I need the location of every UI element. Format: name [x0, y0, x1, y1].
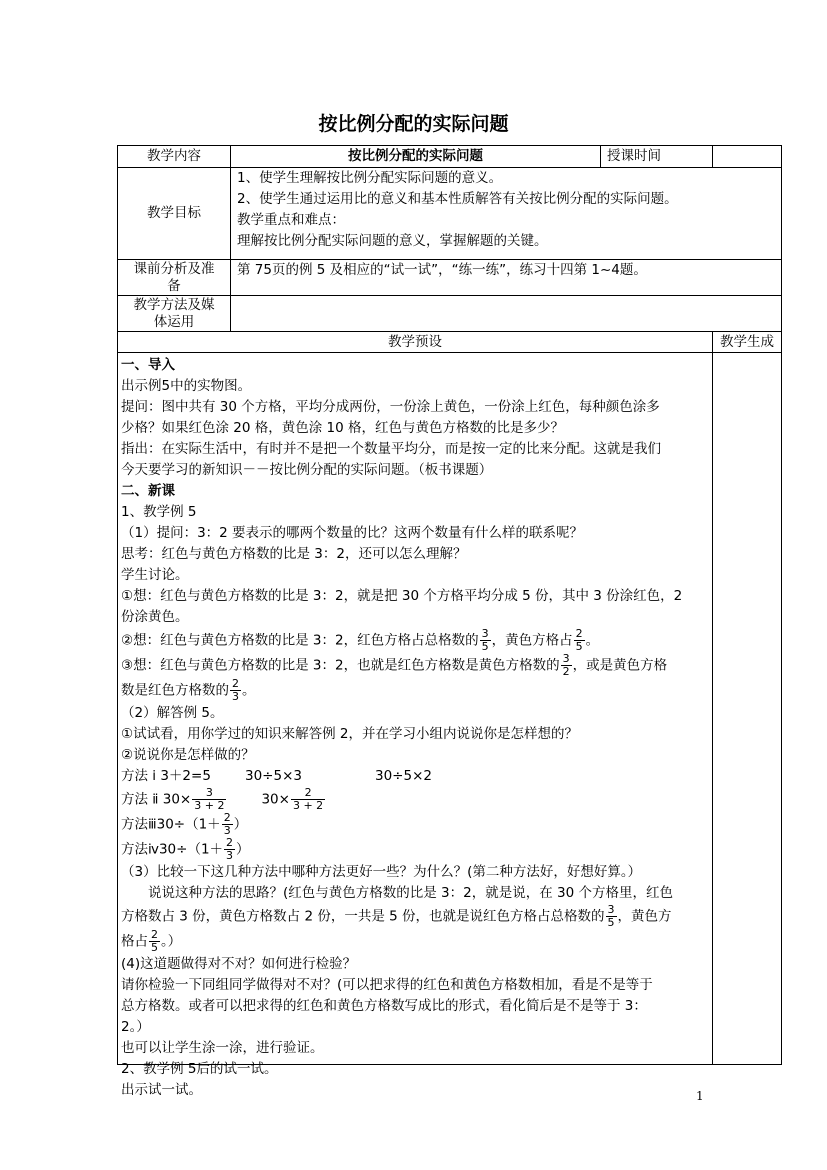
lesson-table	[117, 145, 782, 1098]
method-content	[231, 296, 782, 332]
body-line: ①试试看，用你学过的知识来解答例 2，并在学习小组内说说你是怎样想的？	[121, 726, 578, 742]
body-line: 份涂黄色。	[121, 609, 189, 625]
text-run: ）	[236, 841, 250, 858]
body-line	[121, 929, 709, 954]
body-line: 学生讨论。	[121, 567, 189, 583]
body-line: （3）比较一下这几种方法中哪种方法更好一些？为什么？(第二种方法好，好想好算。）	[121, 864, 642, 880]
generation-body	[713, 353, 782, 1065]
body-line: 也可以让学生涂一涂，进行验证。	[121, 1040, 324, 1056]
body-line: （1）提问：3：2 要表示的哪两个数量的比？这两个数量有什么样的联系呢？	[121, 525, 584, 541]
fraction	[222, 812, 233, 837]
section-heading: 一、导入	[121, 357, 175, 373]
goals-content	[231, 168, 782, 260]
denominator: 3 + 2	[194, 799, 225, 812]
text-run: 方法 ⅱ 30×	[121, 791, 192, 808]
fraction	[192, 787, 226, 812]
body-line: 指出：在实际生活中，有时并不是把一个数量平均分，而是按一定的比来分配。这就是我们	[121, 441, 661, 457]
body-line: 总方格数。或者可以把求得的红色和黄色方格数写成比的形式，看化简后是不是等于 3：	[121, 998, 647, 1014]
fraction	[224, 837, 235, 862]
numerator: 2	[575, 627, 583, 640]
text-run: ）	[233, 816, 248, 833]
denominator: 3	[226, 849, 234, 862]
text-run: ，黄色方	[617, 908, 672, 925]
goal-line: 教学重点和难点：	[237, 212, 345, 228]
goals-label: 教学目标	[118, 168, 231, 260]
body-line: 思考：红色与黄色方格数的比是 3：2，还可以怎么理解？	[121, 546, 467, 562]
body-line: 请你检验一下同组同学做得对不对？(可以把求得的红色和黄色方格数相加，看是不是等于	[121, 977, 653, 993]
method-line	[121, 837, 709, 862]
text-run: 方法 ⅰ 3＋2=5	[121, 768, 211, 784]
text-run: 。	[242, 682, 256, 699]
method-label: 教学方法及媒体运用	[118, 296, 231, 332]
numerator: 2	[226, 836, 234, 849]
fraction	[291, 787, 325, 812]
denominator: 5	[575, 640, 583, 653]
body-line: 2。）	[121, 1019, 150, 1035]
body-line: 提问：图中共有 30 个方格，平均分成两份，一份涂上黄色，一份涂上红色，每种颜色涂多	[121, 399, 660, 415]
text-run: 30÷5×3	[245, 768, 302, 784]
text-run: ③想：红色与黄色方格数的比是 3：2，也就是红色方格数是黄色方格数的	[121, 657, 560, 674]
prep-label: 课前分析及准备	[118, 260, 231, 296]
text-run: 方法ⅳ30÷（1＋	[121, 841, 224, 858]
fraction	[149, 929, 160, 954]
numerator: 2	[232, 677, 239, 690]
prep-content: 第 75页的例 5 及相应的“试一试”，“练一练”，练习十四第 1~4题。	[231, 260, 782, 296]
fraction	[606, 904, 617, 929]
body-line	[121, 628, 709, 653]
body-line: 说说这种方法的思路？(红色与黄色方格数的比是 3：2，就是说，在 30 个方格里，红色	[121, 885, 673, 901]
body-line: 少格？如果红色涂 20 格，黄色涂 10 格，红色与黄色方格数的比是多少？	[121, 420, 565, 436]
fraction	[480, 628, 491, 653]
text-run: ，或是黄色方格	[572, 657, 668, 674]
method-line	[121, 812, 709, 837]
body-line: 2、教学例 5后的试一试。	[121, 1061, 278, 1077]
plan-header: 教学预设	[118, 332, 713, 353]
denominator: 5	[607, 916, 615, 929]
goal-line: 理解按比例分配实际问题的意义，掌握解题的关键。	[237, 233, 548, 249]
content-label: 教学内容	[118, 146, 231, 168]
plan-body	[118, 353, 713, 1098]
numerator: 3	[481, 627, 489, 640]
numerator: 3	[562, 652, 570, 665]
method-line	[121, 787, 709, 812]
body-line: ②说说你是怎样做的？	[121, 747, 255, 763]
body-line: ①想：红色与黄色方格数的比是 3：2，就是把 30 个方格平均分成 5 份，其中 3 份涂红色，2	[121, 588, 683, 604]
numerator: 3	[607, 903, 615, 916]
body-line: （2）解答例 5。	[121, 705, 224, 721]
text-run: 格占	[121, 933, 148, 950]
denominator: 3	[223, 824, 231, 837]
numerator: 2	[291, 787, 325, 800]
fraction	[230, 678, 241, 703]
text-run: ，黄色方格占	[491, 632, 573, 649]
document-title: 按比例分配的实际问题	[318, 113, 509, 135]
denominator: 2	[562, 665, 570, 678]
page-number: 1	[696, 1089, 704, 1103]
body-line: (4)这道题做得对不对？如何进行检验？	[121, 956, 357, 972]
content-value: 按比例分配的实际问题	[231, 146, 601, 168]
body-line: 1、教学例 5	[121, 504, 197, 520]
method-line	[121, 766, 709, 787]
body-line: 出示例5中的实物图。	[121, 378, 252, 394]
text-run: 数是红色方格数的	[121, 682, 229, 699]
time-value	[713, 146, 782, 168]
denominator: 5	[151, 941, 158, 954]
body-line: 出示试一试。	[121, 1082, 202, 1098]
text-run: 30÷5×2	[375, 768, 432, 784]
denominator: 3 + 2	[292, 799, 324, 812]
text-run: 30×	[261, 791, 290, 808]
numerator: 3	[192, 787, 226, 800]
time-label: 授课时间	[601, 146, 713, 168]
goal-line: 2、使学生通过运用比的意义和基本性质解答有关按比例分配的实际问题。	[237, 191, 678, 207]
numerator: 2	[223, 811, 231, 824]
text-run: ②想：红色与黄色方格数的比是 3：2，红色方格占总格数的	[121, 632, 479, 649]
fraction	[574, 628, 585, 653]
fraction	[561, 653, 572, 678]
text-run: 。	[585, 632, 600, 649]
text-run: 方格数占 3 份，黄色方格数占 2 份，一共是 5 份，也就是说红色方格占总格数的	[121, 908, 605, 925]
body-line	[121, 904, 709, 929]
body-line: 今天要学习的新知识－－按比例分配的实际问题。（板书课题）	[121, 462, 493, 478]
section-heading: 二、新课	[121, 483, 175, 499]
denominator: 3	[232, 690, 239, 703]
text-run: 。）	[161, 933, 182, 950]
goal-line: 1、使学生理解按比例分配实际问题的意义。	[237, 170, 503, 186]
generation-header: 教学生成	[713, 332, 782, 353]
numerator: 2	[151, 928, 158, 941]
text-run: 方法ⅲ30÷（1＋	[121, 816, 221, 833]
body-line	[121, 678, 709, 703]
body-line	[121, 653, 709, 678]
denominator: 5	[481, 640, 489, 653]
